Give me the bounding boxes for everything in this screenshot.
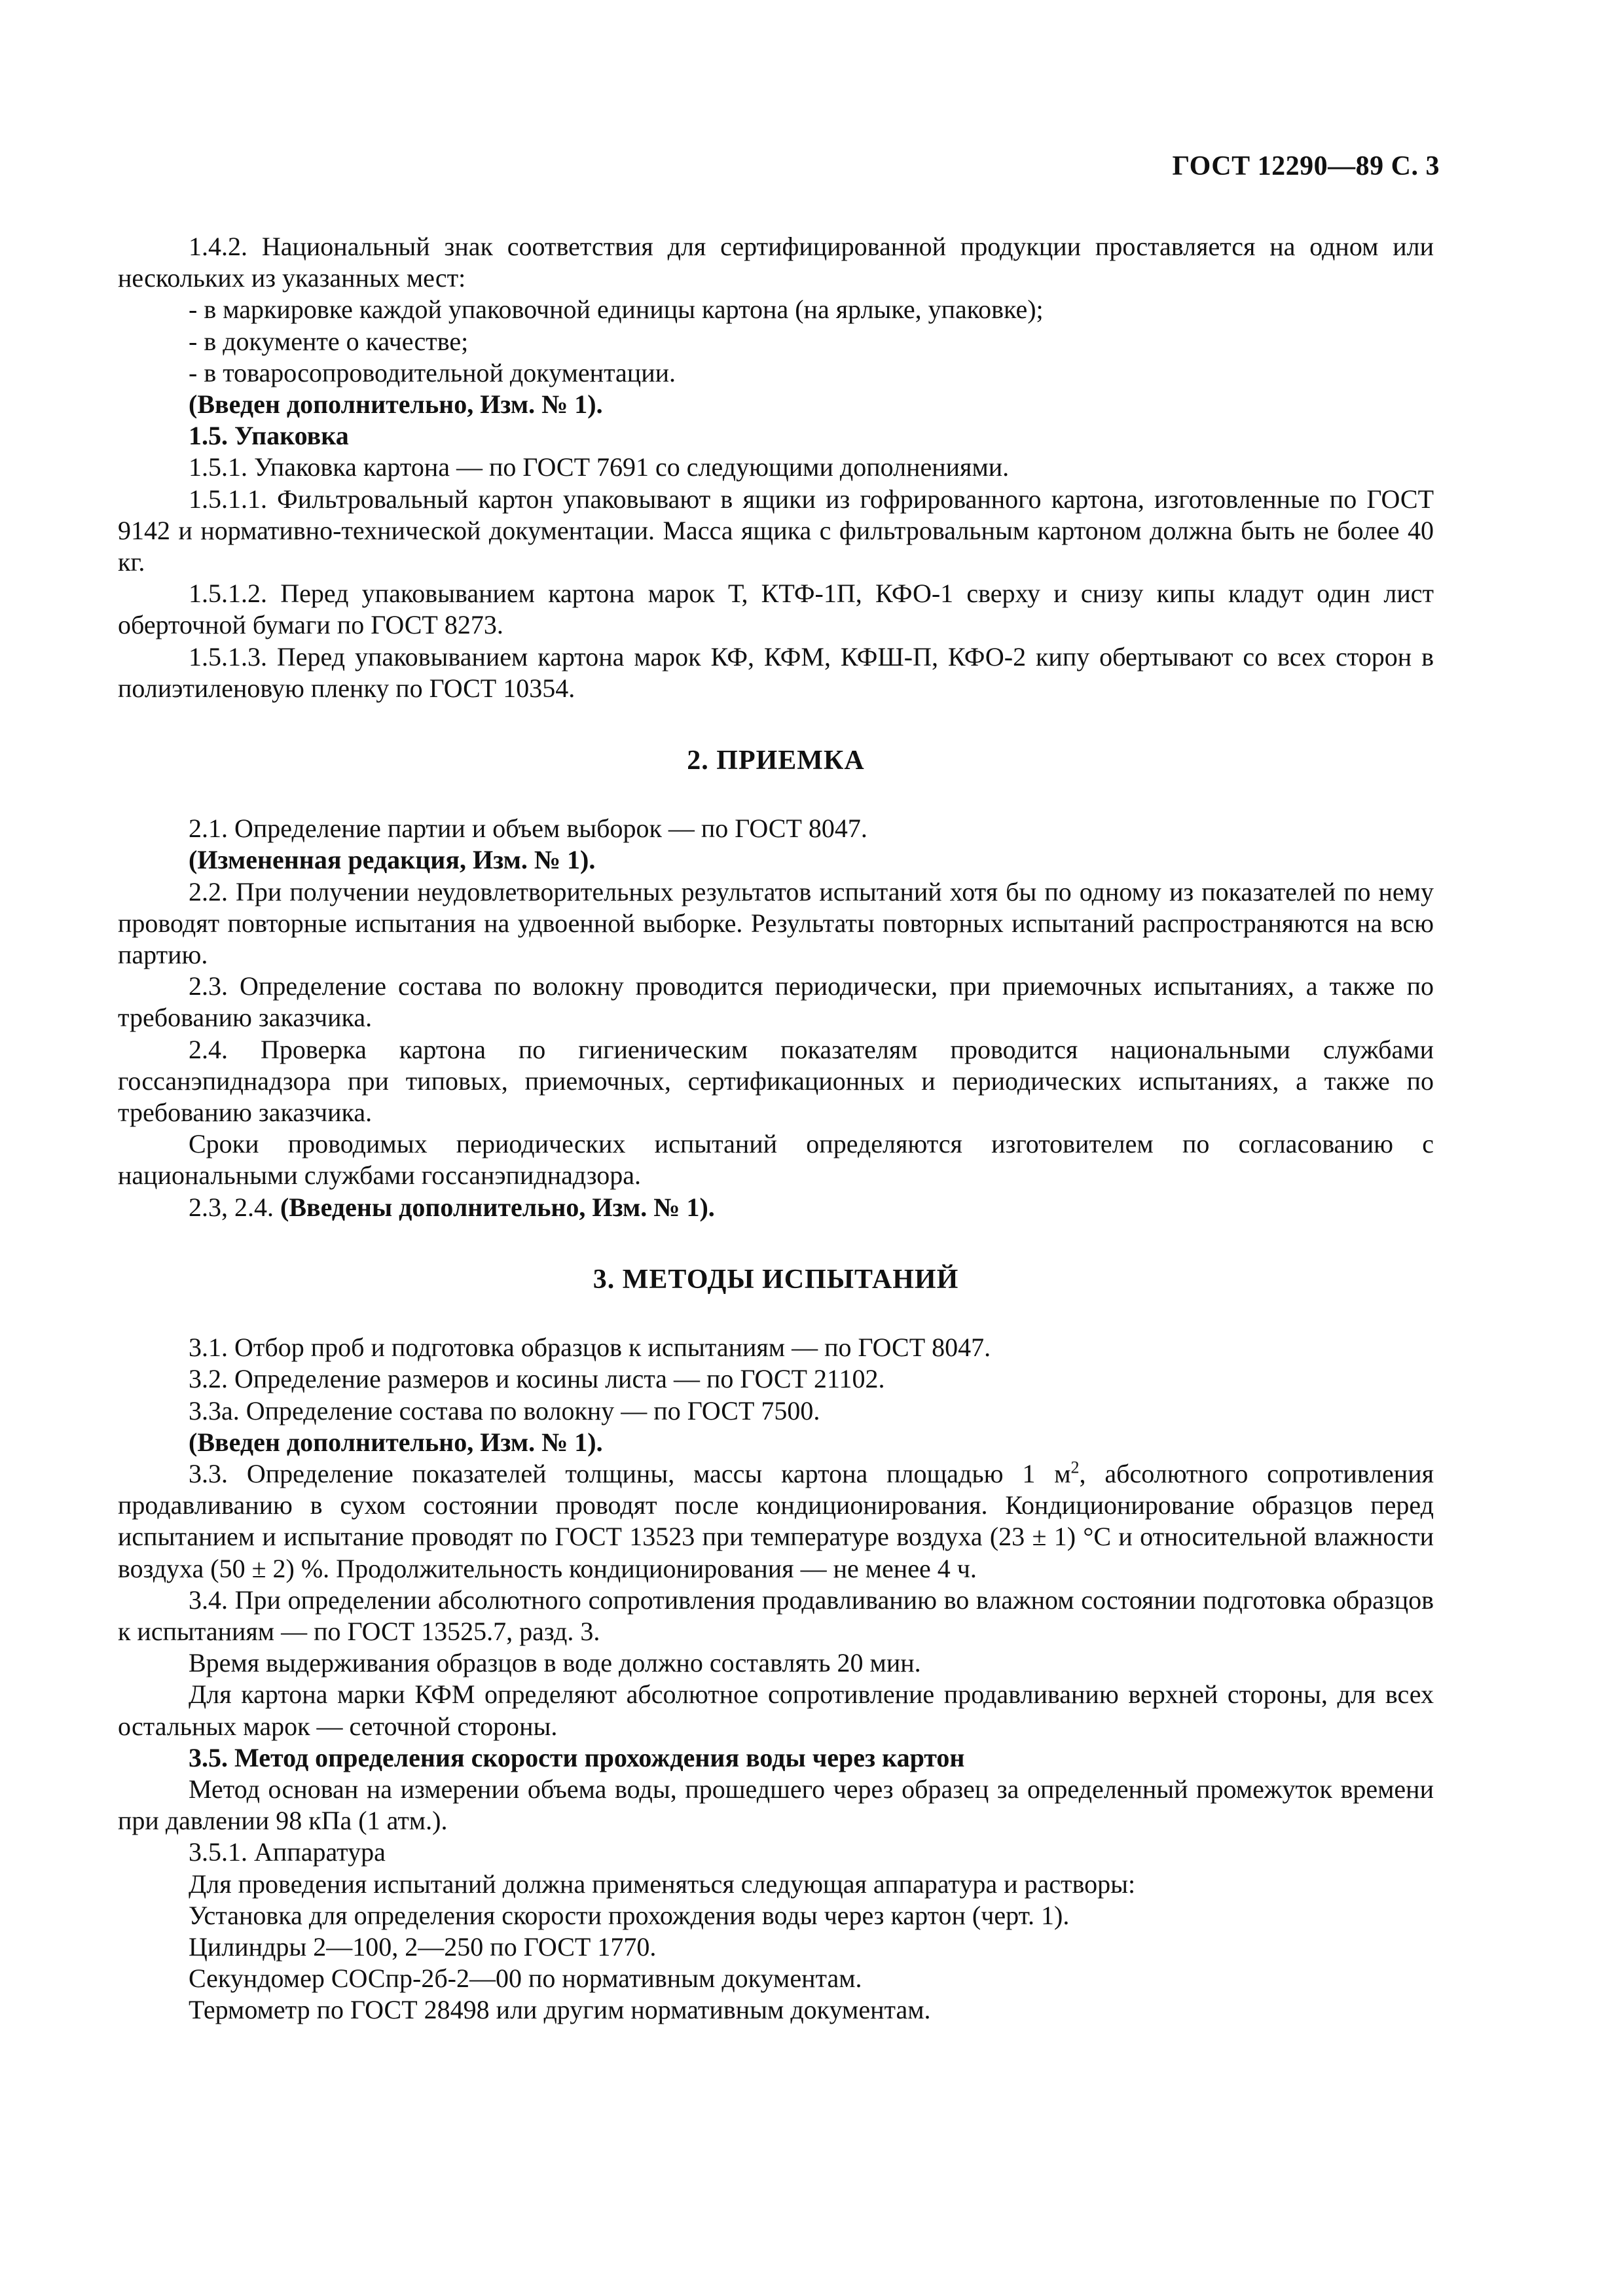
running-head: ГОСТ 12290—89 С. 3 [1172, 151, 1440, 181]
apparatus-item: Установка для определения скорости прохождения воды через картон (черт. 1). [189, 1900, 1070, 1930]
clause-3-3a: 3.3а. Определение состава по волокну — по ГОСТ 7500. [189, 1395, 820, 1426]
apparatus-item: Цилиндры 2—100, 2—250 по ГОСТ 1770. [189, 1931, 657, 1962]
section-heading-3-5: 3.5. Метод определения скорости прохождения воды через картон [189, 1742, 965, 1772]
clause-2-4: 2.4. Проверка картона по гигиеническим показателям проводится национальными службами госсанэпиднадзора при типовых, приемочных, сертификационных и периодических испытаниях, а также по требованию заказчика. [118, 1034, 1434, 1128]
clause-3-5-1: 3.5.1. Аппаратура [189, 1837, 386, 1867]
section-heading-2: 2. ПРИЕМКА [687, 745, 865, 776]
amendment-note: (Введен дополнительно, Изм. № 1). [189, 1427, 603, 1457]
clause-2-4-deadlines: Сроки проводимых периодических испытаний определяются изготовителем по согласованию с национальными службами госсанэпиднадзора. [118, 1129, 1434, 1191]
page-body [118, 231, 1434, 2026]
clause-1-5-1-2: 1.5.1.2. Перед упаковыванием картона марок Т, КТФ-1П, КФО-1 сверху и снизу кипы кладут один лист оберточной бумаги по ГОСТ 8273. [118, 579, 1434, 640]
clause-3-3-text-start: 3.3. Определение показателей толщины, массы картона площадью 1 м [189, 1458, 1071, 1488]
clause-1-5-1-1: 1.5.1.1. Фильтровальный картон упаковывают в ящики из гофрированного картона, изготовленные по ГОСТ 9142 и нормативно-технической документации. Масса ящика с фильтровальным картоном должна быть не более 40 кг. [118, 484, 1434, 577]
clause-3-4: 3.4. При определении абсолютного сопротивления продавливанию во влажном состоянии подготовка образцов к испытаниям — по ГОСТ 13525.7, разд. 3. [118, 1585, 1434, 1646]
clause-ref: 2.3, 2.4. [189, 1192, 274, 1222]
clause-3-3 [118, 1458, 1434, 1585]
list-item: - в маркировке каждой упаковочной единицы картона (на ярлыке, упаковке); [189, 295, 1044, 325]
clause-2-1: 2.1. Определение партии и объем выборок — по ГОСТ 8047. [189, 814, 867, 844]
clause-3-4-soak-time: Время выдерживания образцов в воде должно составлять 20 мин. [189, 1648, 921, 1678]
apparatus-item: Термометр по ГОСТ 28498 или другим нормативным документам. [189, 1995, 931, 2025]
clause-1-5-1: 1.5.1. Упаковка картона — по ГОСТ 7691 со следующими дополнениями. [189, 452, 1010, 482]
clause-3-5-method: Метод основан на измерении объема воды, прошедшего через образец за определенный промежуток времени при давлении 98 кПа (1 атм.). [118, 1774, 1434, 1836]
amendment-note: (Введен дополнительно, Изм. № 1). [189, 389, 603, 420]
list-item: - в документе о качестве; [189, 326, 469, 356]
apparatus-item: Секундомер СОСпр-2б-2—00 по нормативным документам. [189, 1964, 862, 1994]
clause-3-3-text-end: , абсолютного сопротивления продавливанию в сухом состоянии проводят после кондиционирования. Кондиционирование образцов перед испытанием и испытание проводят по ГОСТ 13523 при температуре воздуха (23 ± 1) °С и относительной влажности воздуха (50 ± 2) %. Продолжительность кондиционирования — не менее 4 ч. [118, 1458, 1434, 1583]
amendment-note: (Введены дополнительно, Изм. № 1). [280, 1192, 715, 1222]
amendment-note: (Измененная редакция, Изм. № 1). [189, 845, 596, 875]
section-heading-1-5: 1.5. Упаковка [189, 421, 349, 451]
clause-2-3: 2.3. Определение состава по волокну проводится периодически, при приемочных испытаниях, а также по требованию заказчика. [118, 971, 1434, 1033]
apparatus-intro: Для проведения испытаний должна применяться следующая аппаратура и растворы: [189, 1869, 1136, 1899]
amendment-note-2-3-2-4 [118, 1192, 1434, 1223]
clause-2-2: 2.2. При получении неудовлетворительных результатов испытаний хотя бы по одному из показателей по нему проводят повторные испытания на удвоенной выборке. Результаты повторных испытаний распространяются на всю партию. [118, 876, 1434, 970]
clause-3-1: 3.1. Отбор проб и подготовка образцов к испытаниям — по ГОСТ 8047. [189, 1333, 991, 1363]
clause-1-4-2: 1.4.2. Национальный знак соответствия для сертифицированной продукции проставляется на одном или нескольких из указанных мест: [118, 232, 1434, 293]
clause-1-5-1-3: 1.5.1.3. Перед упаковыванием картона марок КФ, КФМ, КФШ-П, КФО-2 кипу обертывают со всех сторон в полиэтиленовую пленку по ГОСТ 10354. [118, 641, 1434, 703]
list-item: - в товаросопроводительной документации. [189, 357, 676, 387]
superscript-exponent: 2 [1070, 1458, 1080, 1477]
section-heading-3: 3. МЕТОДЫ ИСПЫТАНИЙ [593, 1264, 959, 1295]
clause-3-2: 3.2. Определение размеров и косины листа — по ГОСТ 21102. [189, 1364, 885, 1394]
clause-3-4-side: Для картона марки КФМ определяют абсолютное сопротивление продавливанию верхней стороны, для всех остальных марок — сеточной стороны. [118, 1679, 1434, 1741]
